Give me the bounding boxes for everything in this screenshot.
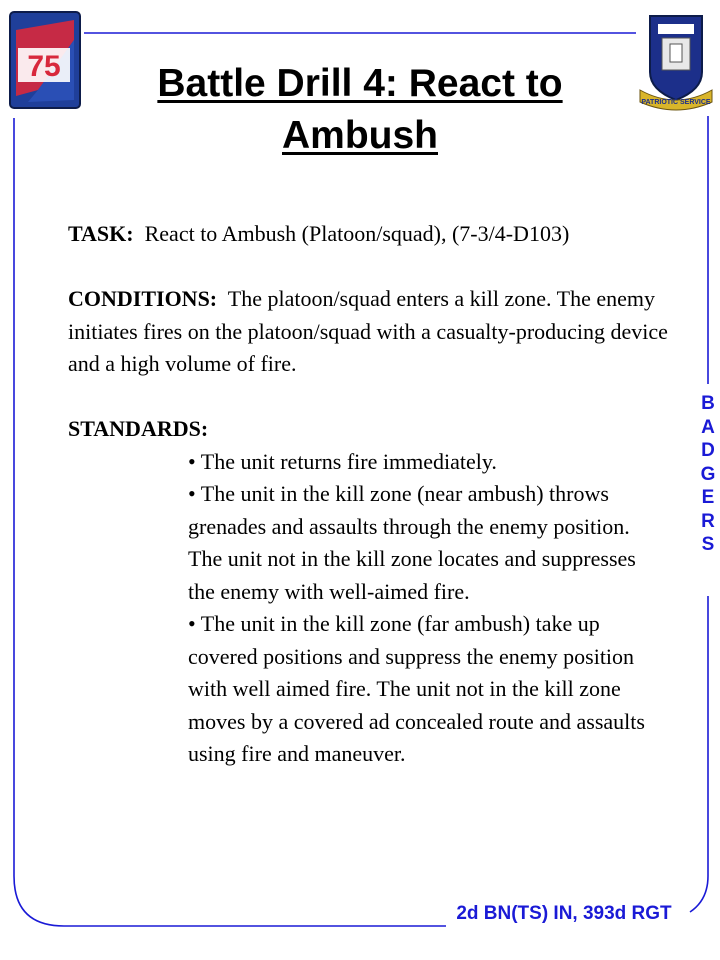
conditions-paragraph	[68, 283, 668, 381]
list-item: • The unit returns fire immediately.	[188, 448, 497, 474]
side-letter: B	[701, 393, 715, 414]
footer-unit-label: 2d BN(TS) IN, 393d RGT	[456, 903, 672, 924]
task-paragraph	[68, 218, 668, 251]
side-letter: D	[701, 440, 715, 461]
conditions-label: CONDITIONS:	[68, 286, 218, 311]
list-item: • The unit in the kill zone (near ambush) throws grenades and assaults through the enemy position. The unit not in the kill zone locates and suppresses the enemy with well-aimed fire.	[188, 481, 636, 604]
patch-number: 75	[27, 50, 61, 83]
conditions-text: The platoon/squad enters a kill zone. The enemy initiates fires on the platoon/squad with a casualty-producing device and a high volume of fire.	[68, 286, 668, 376]
side-letter: S	[701, 534, 715, 555]
task-label: TASK:	[68, 221, 134, 246]
drill-content	[68, 218, 668, 771]
list-item: • The unit in the kill zone (far ambush) take up covered positions and suppress the enemy position with well aimed fire. The unit not in the kill zone moves by a covered ad concealed route and assaults using fire and maneuver.	[188, 611, 645, 766]
division-patch-icon	[8, 10, 82, 110]
crest-motto: PATRIOTIC SERVICE	[641, 99, 711, 106]
standards-list	[68, 446, 668, 771]
frame-right-line-lower	[690, 596, 708, 912]
side-label-badgers	[696, 392, 720, 557]
side-letter: A	[701, 416, 715, 438]
task-text: React to Ambush (Platoon/squad), (7-3/4-D103)	[144, 221, 570, 246]
regimental-crest-icon	[636, 10, 716, 116]
side-letter: G	[700, 463, 716, 485]
page-title: Battle Drill 4: React to Ambush	[157, 62, 563, 157]
side-letter: E	[701, 487, 715, 508]
side-letter: R	[701, 510, 715, 532]
standards-label: STANDARDS:	[68, 416, 209, 441]
